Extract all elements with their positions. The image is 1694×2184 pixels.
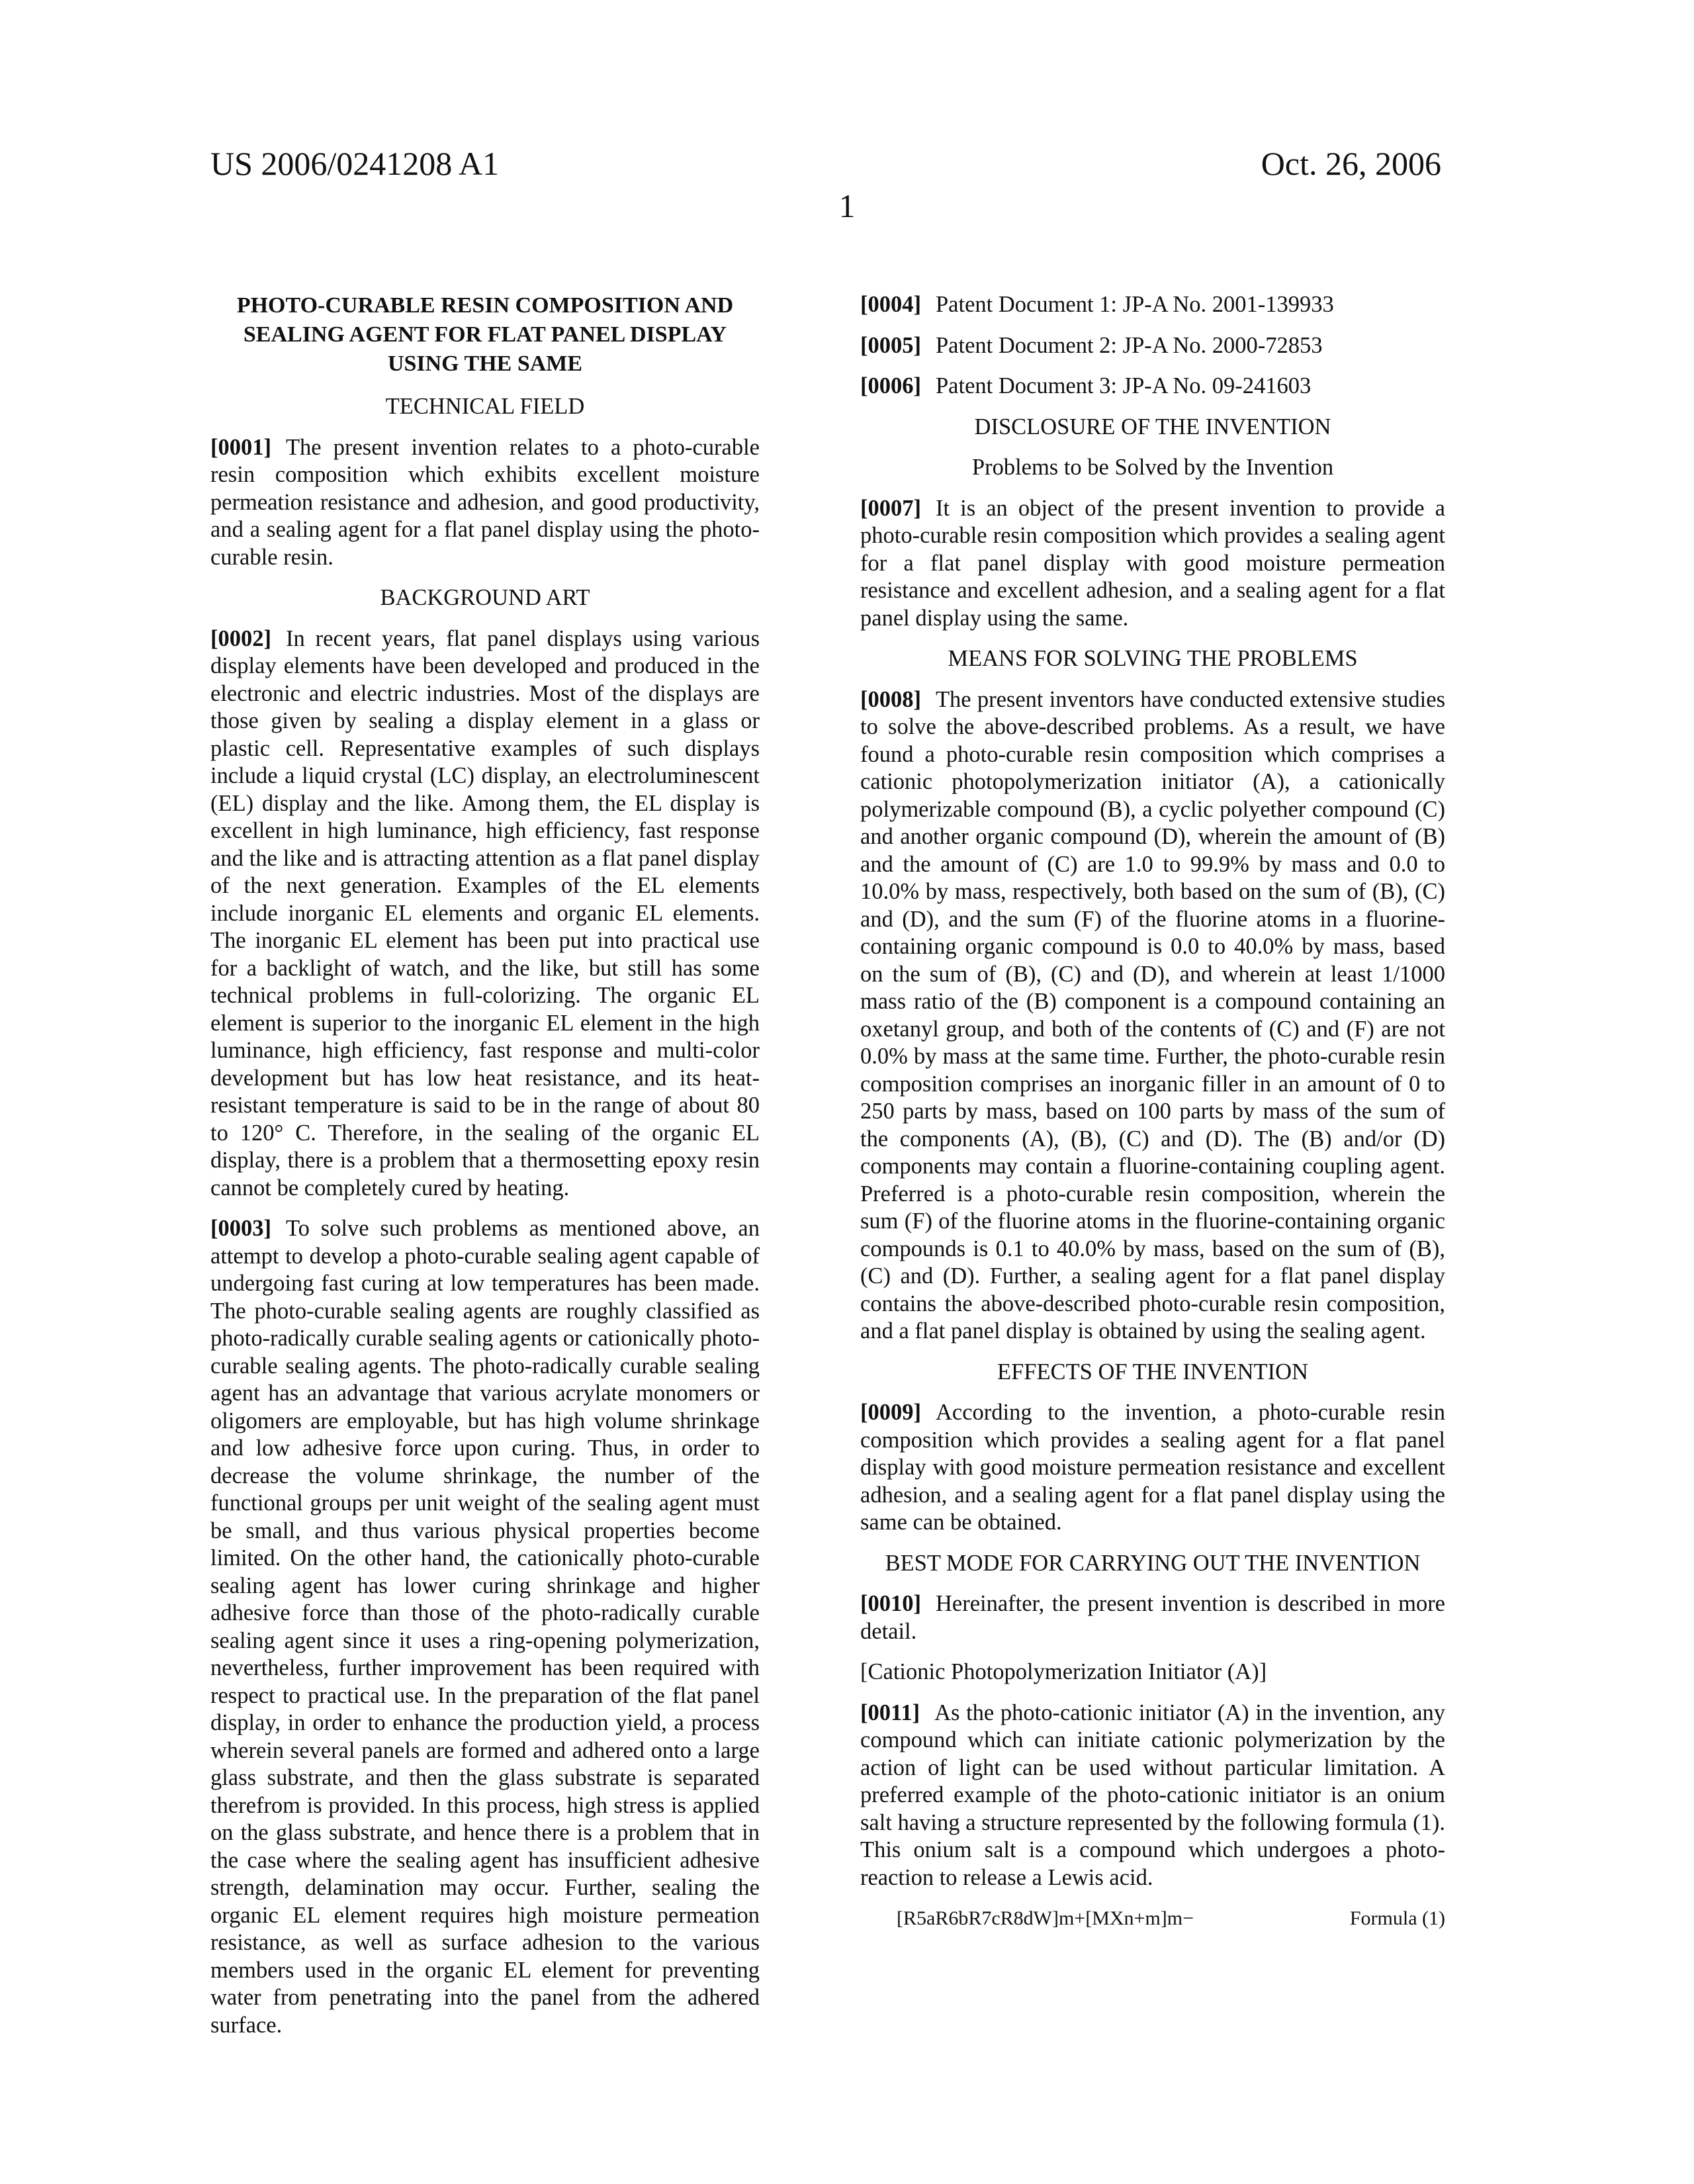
paragraph-number: [0004]: [860, 292, 921, 317]
publication-date: Oct. 26, 2006: [1261, 144, 1441, 183]
section-heading: MEANS FOR SOLVING THE PROBLEMS: [860, 645, 1445, 673]
reference-paragraph: [860, 332, 1445, 360]
right-column: [860, 291, 1445, 1933]
paragraph: [860, 1399, 1445, 1537]
reference-paragraph: [860, 373, 1445, 400]
paragraph-text: To solve such problems as mentioned above, an attempt to develop a photo-curable sealing agent capable of undergoing fast curing at low temperatures has been made. The photo-curable sealing agents are roughly classified as photo-radically curable sealing agents or cationically photo-curable sealing agents. The photo-radically curable sealing agent has an advantage that various acrylate monomers or oligomers are employable, but has high volume shrinkage and low adhesive force upon curing. Thus, in order to decrease the volume shrinkage, the number of the functional groups per unit weight of the sealing agent must be small, and thus various physical properties become limited. On the other hand, the cationically photo-curable sealing agent has lower curing shrinkage and higher adhesive force than those of the photo-radically curable sealing agent since it uses a ring-opening polymerization, nevertheless, further improvement has been required with respect to practical use. In the preparation of the flat panel display, in order to enhance the production yield, a process wherein several panels are formed and adhered onto a large glass substrate, and then the glass substrate is separated therefrom is provided. In this process, high stress is applied on the glass substrate, and hence there is a problem that in the case where the sealing agent has insufficient adhesive strength, delamination may occur. Further, sealing the organic EL element requires high moisture permeation resistance, as well as surface adhesion to the various members used in the organic EL element for preventing water from penetrating into the panel from the adhered surface.: [210, 1216, 760, 2038]
section-heading: DISCLOSURE OF THE INVENTION: [860, 414, 1445, 441]
section-heading: TECHNICAL FIELD: [210, 393, 760, 421]
document-title: PHOTO-CURABLE RESIN COMPOSITION AND SEALING AGENT FOR FLAT PANEL DISPLAY USING THE SAME: [210, 291, 760, 379]
page-number: 1: [0, 187, 1694, 225]
paragraph-number: [0010]: [860, 1591, 921, 1616]
paragraph-number: [0001]: [210, 435, 271, 460]
paragraph-text: The present invention relates to a photo-curable resin composition which exhibits excellent moisture permeation resistance and adhesion, and good productivity, and a sealing agent for a flat panel display using the photo-curable resin.: [210, 435, 760, 570]
paragraph-number: [0011]: [860, 1700, 920, 1725]
paragraph: [860, 495, 1445, 633]
paragraph-number: [0002]: [210, 626, 271, 651]
paragraph-text: It is an object of the present invention to provide a photo-curable resin composition which provides a sealing agent for a flat panel display with good moisture permeation resistance and excellent adhesion, and a sealing agent for a flat panel display using the same.: [860, 496, 1445, 631]
paragraph: [860, 1590, 1445, 1645]
reference-paragraph: [860, 1659, 1445, 1686]
paragraph-text: According to the invention, a photo-curable resin composition which provides a sealing agent for a flat panel display with good moisture permeation resistance and excellent adhesion, and a sealing agent for a flat panel display using the same can be obtained.: [860, 1400, 1445, 1535]
paragraph-number: [0006]: [860, 373, 921, 398]
paragraph-text: The present inventors have conducted extensive studies to solve the above-described problems. As a result, we have found a photo-curable resin composition which comprises a cationic photopolymerization initiator (A), a cationically polymerizable compound (B), a cyclic polyether compound (C) and another organic compound (D), wherein the amount of (B) and the amount of (C) are 1.0 to 99.9% by mass and 0.0 to 10.0% by mass, respectively, both based on the sum of (B), (C) and (D), and the sum (F) of the fluorine atoms in a fluorine-containing organic compound is 0.0 to 40.0% by mass, based on the sum of (B), (C) and (D), and wherein at least 1/1000 mass ratio of the (B) component is a compound containing an oxetanyl group, and both of the contents of (C) and (F) are not 0.0% by mass at the same time. Further, the photo-curable resin composition comprises an inorganic filler in an amount of 0 to 250 parts by mass, based on 100 parts by mass of the sum of the components (A), (B), (C) and (D). The (B) and/or (D) components may contain a fluorine-containing coupling agent. Preferred is a photo-curable resin composition, wherein the sum (F) of the fluorine atoms in the fluorine-containing organic compounds is 0.1 to 40.0% by mass, based on the sum of (B), (C) and (D). Further, a sealing agent for a flat panel display contains the above-described photo-curable resin composition, and a flat panel display is obtained by using the sealing agent.: [860, 687, 1445, 1344]
paragraph: [210, 434, 760, 572]
paragraph: [210, 625, 760, 1203]
formula-label: Formula (1): [1350, 1905, 1445, 1933]
paragraph-number: [0008]: [860, 687, 921, 712]
section-heading: EFFECTS OF THE INVENTION: [860, 1359, 1445, 1387]
section-heading: BEST MODE FOR CARRYING OUT THE INVENTION: [860, 1550, 1445, 1578]
paragraph: [210, 1215, 760, 2039]
paragraph-number: [0003]: [210, 1216, 271, 1241]
formula: [860, 1905, 1445, 1933]
paragraph-text: In recent years, flat panel displays using various display elements have been developed and produced in the electronic and electric industries. Most of the displays are those given by sealing a display element in a glass or plastic cell. Representative examples of such displays include a liquid crystal (LC) display, an electroluminescent (EL) display and the like. Among them, the EL display is excellent in high luminance, high efficiency, fast response and the like and is attracting attention as a flat panel display of the next generation. Examples of the EL elements include inorganic EL elements and organic EL elements. The inorganic EL element has been put into practical use for a backlight of watch, and the like, but still has some technical problems in full-colorizing. The organic EL element is superior to the inorganic EL element in the high luminance, high efficiency, fast response and multi-color development but has low heat resistance, and its heat-resistant temperature is said to be in the range of about 80 to 120° C. Therefore, in the sealing of the organic EL display, there is a problem that a thermosetting epoxy resin cannot be completely cured by heating.: [210, 626, 760, 1201]
paragraph-number: [0005]: [860, 333, 921, 358]
publication-number: US 2006/0241208 A1: [210, 144, 499, 183]
paragraph-text: Hereinafter, the present invention is described in more detail.: [860, 1591, 1445, 1644]
left-column: [210, 291, 760, 2052]
paragraph-number: [0009]: [860, 1400, 921, 1425]
paragraph-text: Patent Document 3: JP-A No. 09-241603: [936, 373, 1311, 398]
paragraph-text: Patent Document 1: JP-A No. 2001-139933: [936, 292, 1334, 317]
paragraph-text: As the photo-cationic initiator (A) in the invention, any compound which can initiate cationic polymerization by the action of light can be used without particular limitation. A preferred example of the photo-cationic initiator is an onium salt having a structure represented by the following formula (1). This onium salt is a compound which undergoes a photo-reaction to release a Lewis acid.: [860, 1700, 1445, 1890]
section-heading: BACKGROUND ART: [210, 584, 760, 612]
paragraph-text: [Cationic Photopolymerization Initiator (A)]: [860, 1659, 1267, 1684]
paragraph: [860, 1700, 1445, 1892]
section-heading: Problems to be Solved by the Invention: [860, 454, 1445, 482]
paragraph-number: [0007]: [860, 496, 921, 521]
formula-expression: [R5aR6bR7cR8dW]m+[MXn+m]m−: [897, 1905, 1194, 1933]
paragraph: [860, 686, 1445, 1345]
paragraph-text: Patent Document 2: JP-A No. 2000-72853: [936, 333, 1323, 358]
reference-paragraph: [860, 291, 1445, 319]
